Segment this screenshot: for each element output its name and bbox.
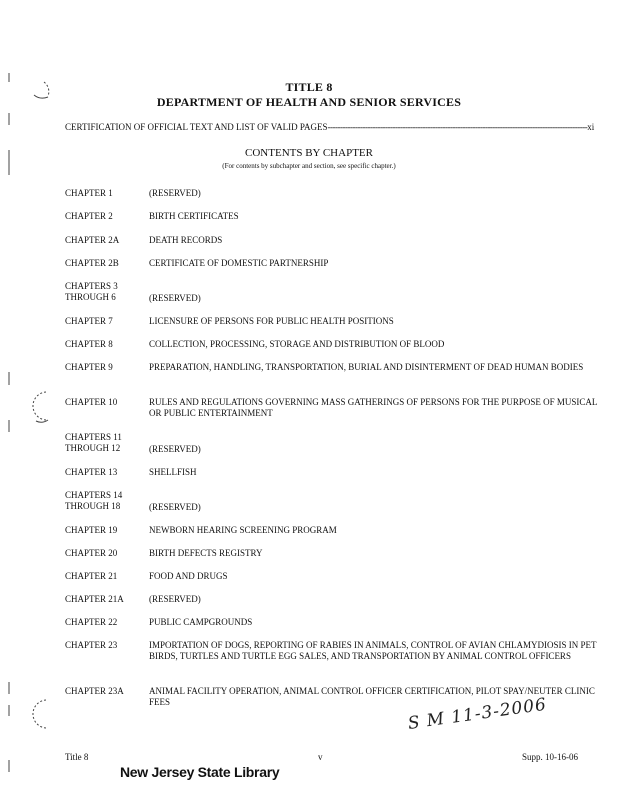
chapter-number: CHAPTER 2B (65, 258, 119, 268)
chapter-title: SHELLFISH (149, 467, 197, 477)
footer-supplement: Supp. 10-16-06 (522, 752, 578, 762)
chapter-title: BIRTH DEFECTS REGISTRY (149, 548, 263, 558)
punch-hole-arc (33, 700, 48, 728)
library-stamp: New Jersey State Library (120, 764, 280, 780)
title-number: TITLE 8 (285, 80, 333, 94)
chapter-title: (RESERVED) (149, 293, 201, 303)
chapter-title: RULES AND REGULATIONS GOVERNING MASS GATHERINGS OF PERSONS FOR THE PURPOSE OF MUSICAL OR PUBLIC ENTERTAINMENT (149, 397, 598, 418)
chapter-title: ANIMAL FACILITY OPERATION, ANIMAL CONTROL OFFICER CERTIFICATION, PILOT SPAY/NEUTER CLINIC FEES (149, 686, 595, 707)
contents-note: (For contents by subchapter and section, see specific chapter.) (222, 162, 396, 170)
chapter-number: CHAPTER 21 (65, 571, 118, 581)
chapter-title: (RESERVED) (149, 502, 201, 512)
contents-heading: CONTENTS BY CHAPTER (245, 147, 373, 159)
chapter-title: PUBLIC CAMPGROUNDS (149, 617, 253, 627)
chapter-title: (RESERVED) (149, 444, 201, 454)
chapter-title: (RESERVED) (149, 188, 201, 198)
chapter-number: CHAPTER 2A (65, 235, 120, 245)
chapter-number: CHAPTER 9 (65, 362, 113, 372)
certification-page: xi (587, 122, 595, 132)
chapter-number: CHAPTER 22 (65, 617, 118, 627)
chapter-number: CHAPTER 19 (65, 525, 118, 535)
chapter-number: CHAPTER 13 (65, 467, 118, 477)
department-name: DEPARTMENT OF HEALTH AND SENIOR SERVICES (156, 95, 462, 109)
chapter-title: NEWBORN HEARING SCREENING PROGRAM (149, 525, 337, 535)
chapter-number: CHAPTER 10 (65, 397, 118, 407)
chapter-number: CHAPTER 20 (65, 548, 118, 558)
footer-page-number: v (318, 752, 323, 762)
chapter-title: PREPARATION, HANDLING, TRANSPORTATION, BURIAL AND DISINTERMENT OF DEAD HUMAN BODIES (149, 362, 584, 372)
chapter-title: COLLECTION, PROCESSING, STORAGE AND DISTRIBUTION OF BLOOD (149, 339, 445, 349)
chapter-number: CHAPTER 1 (65, 188, 113, 198)
chapter-title: FOOD AND DRUGS (149, 571, 228, 581)
chapter-number: CHAPTER 8 (65, 339, 113, 349)
punch-hole-arc (33, 392, 48, 420)
chapter-number: CHAPTERS 3 THROUGH 6 (65, 281, 118, 302)
certification-line (65, 122, 595, 132)
certification-text: CERTIFICATION OF OFFICIAL TEXT AND LIST OF VALID PAGES (65, 122, 328, 132)
certification-leader: -------------------------------------------------------------------------------------------------------- (327, 122, 588, 132)
chapter-number: CHAPTERS 14 THROUGH 18 (65, 490, 123, 511)
chapter-number: CHAPTER 7 (65, 316, 113, 326)
handwritten-initials-date: S M 11-3-2006 (406, 694, 549, 734)
chapter-number: CHAPTER 21A (65, 594, 124, 604)
chapter-title: IMPORTATION OF DOGS, REPORTING OF RABIES IN ANIMALS, CONTROL OF AVIAN CHLAMYDIOSIS IN PET BIRDS, TURTLES AND TURTLE EGG SALES, AND TRANSPORTATION BY ANIMAL CONTROL OFFICERS (149, 640, 597, 661)
chapter-number: CHAPTER 23A (65, 686, 124, 696)
chapter-number: CHAPTERS 11 THROUGH 12 (65, 432, 122, 453)
chapter-number: CHAPTER 23 (65, 640, 118, 650)
chapter-title: (RESERVED) (149, 594, 201, 604)
chapter-title: BIRTH CERTIFICATES (149, 211, 239, 221)
chapter-title: DEATH RECORDS (149, 235, 223, 245)
footer-title: Title 8 (65, 752, 89, 762)
chapter-title: LICENSURE OF PERSONS FOR PUBLIC HEALTH POSITIONS (149, 316, 394, 326)
chapter-number: CHAPTER 2 (65, 211, 113, 221)
chapter-title: CERTIFICATE OF DOMESTIC PARTNERSHIP (149, 258, 329, 268)
